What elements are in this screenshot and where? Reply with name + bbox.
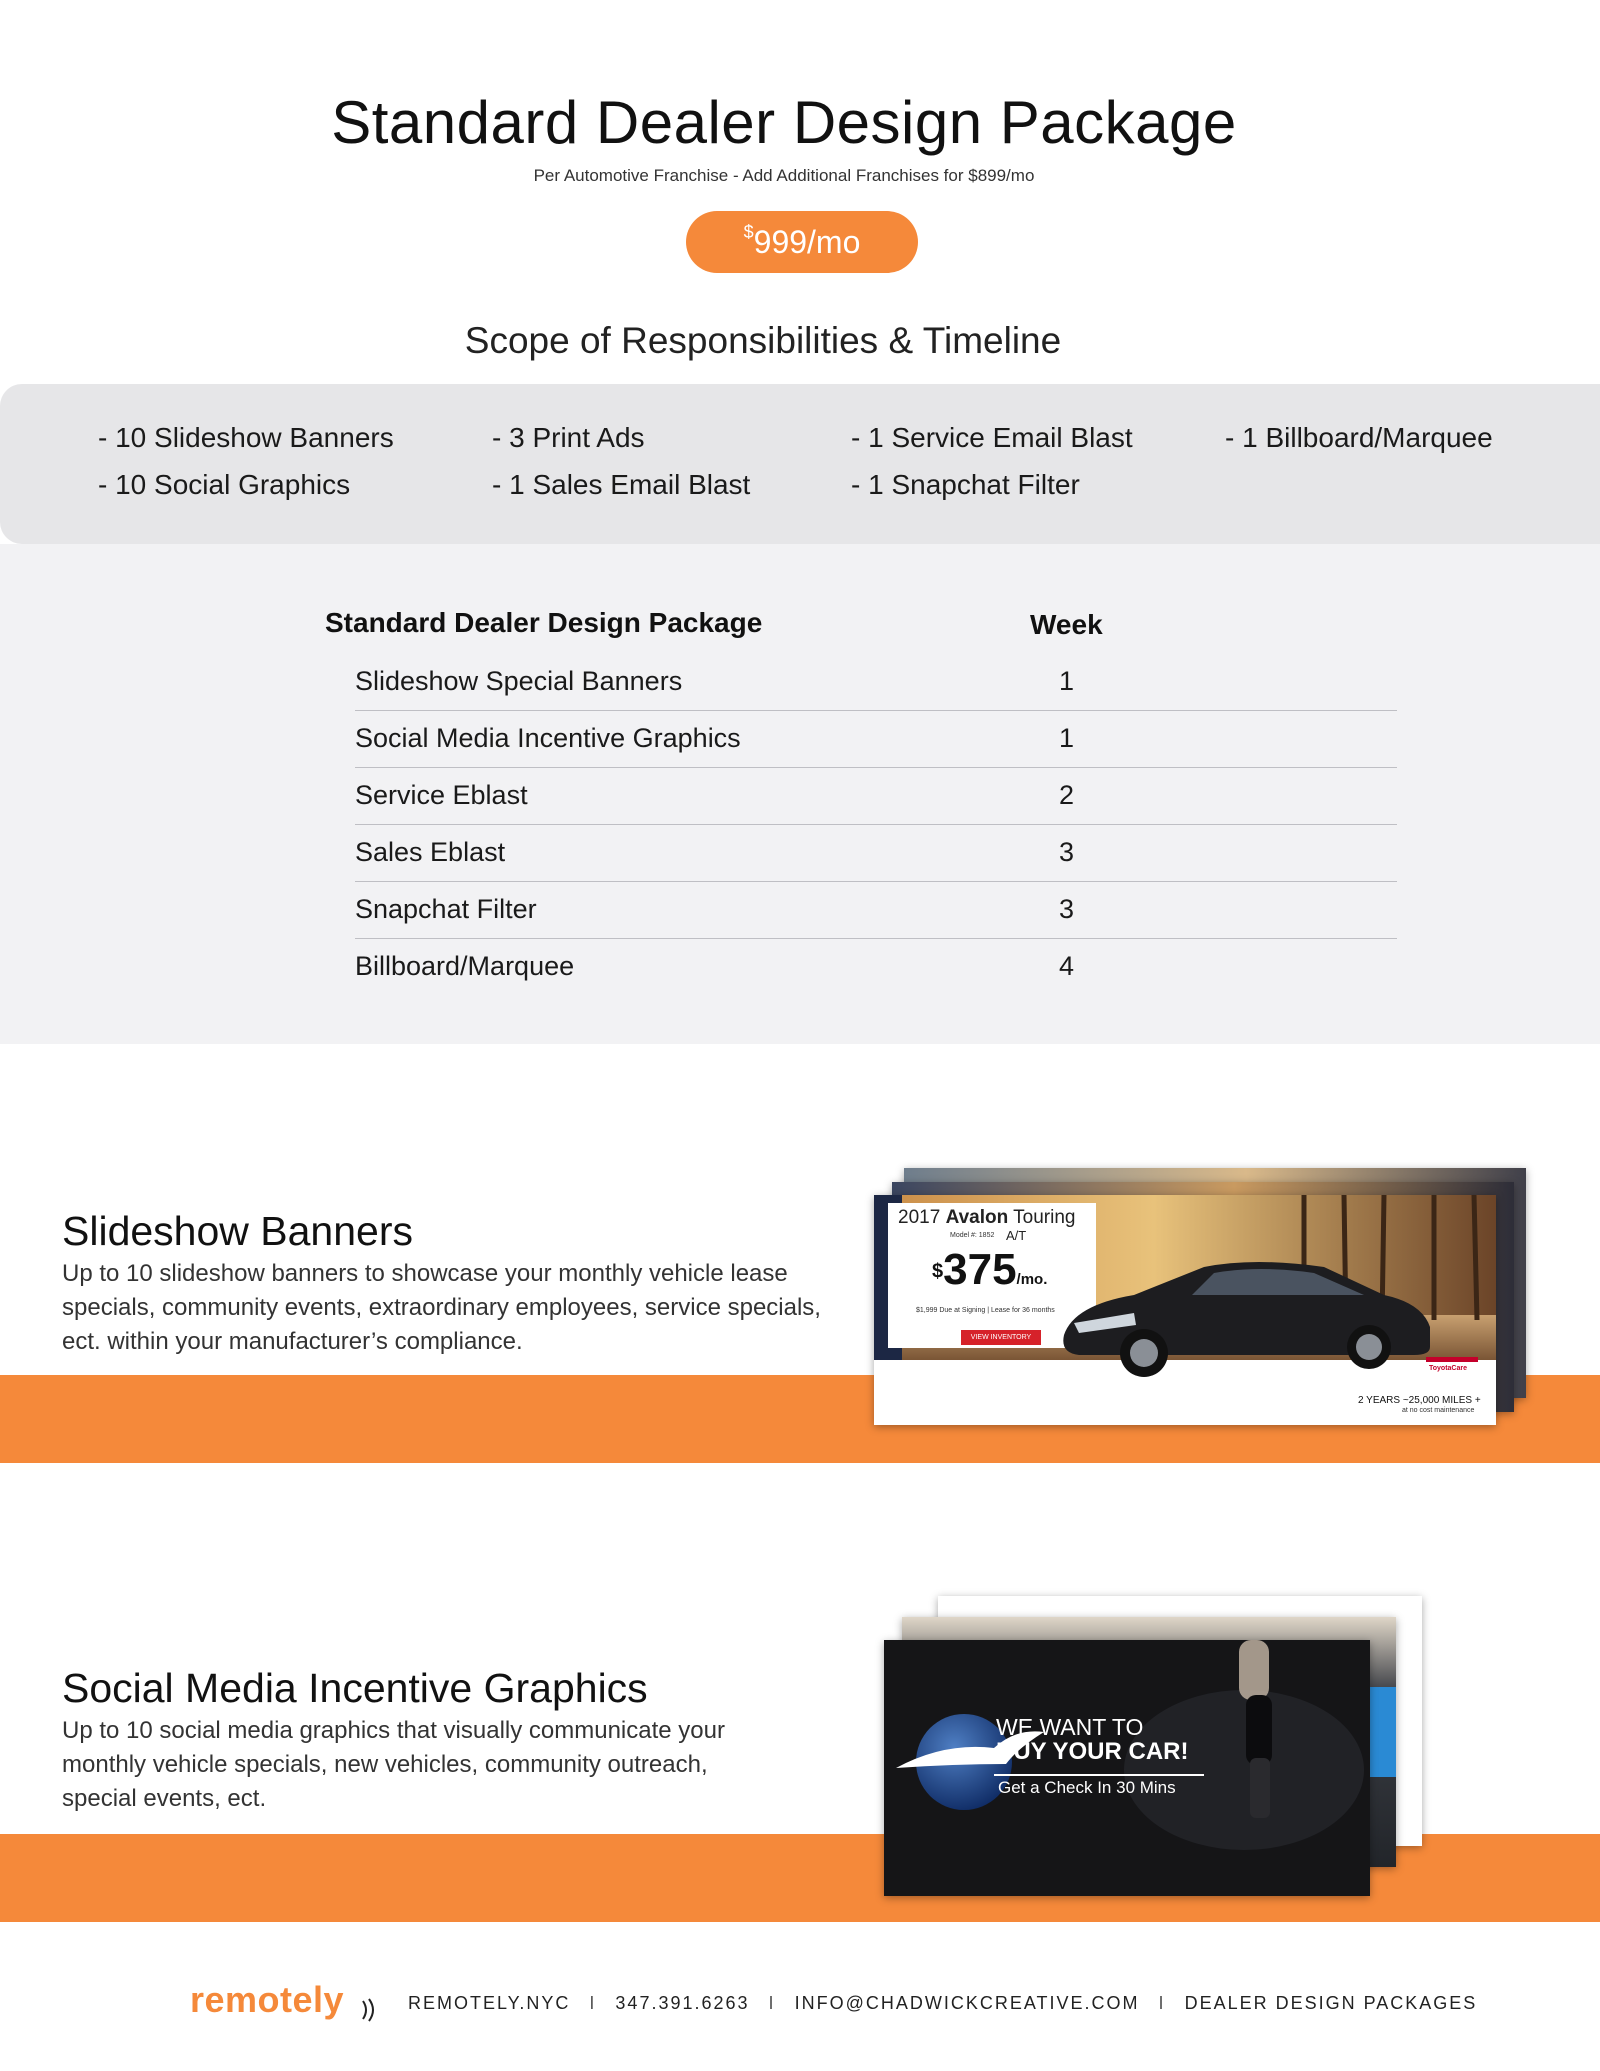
timeline-row: [355, 654, 1397, 711]
timeline-task-header: Standard Dealer Design Package: [325, 607, 763, 638]
logo-waves-icon: [360, 1997, 380, 2023]
footer-separator: I: [768, 1993, 776, 2013]
banner-trim: Touring: [1013, 1207, 1076, 1228]
view-inventory-button[interactable]: VIEW INVENTORY: [961, 1330, 1041, 1345]
social-line1: WE WANT TO: [996, 1714, 1144, 1740]
timeline-row: [355, 882, 1397, 939]
timeline-week: 1: [1059, 723, 1075, 753]
timeline-week: 3: [1059, 894, 1075, 924]
banner-card-front: [874, 1195, 1496, 1425]
banner-model: Avalon: [945, 1207, 1009, 1228]
scope-item: - 1 Snapchat Filter: [851, 469, 1080, 500]
footer-link-phone[interactable]: 347.391.6263: [615, 1993, 750, 2013]
footer-separator: I: [589, 1993, 597, 2013]
banner-price-currency: $: [932, 1260, 944, 1283]
price-value: 999/mo: [753, 223, 861, 260]
slideshow-description: Up to 10 slideshow banners to showcase your monthly vehicle lease specials, community events, extraordinary employees, service specials, ect. within your manufacturer’s compliance.: [62, 1260, 821, 1355]
timeline-task: Billboard/Marquee: [355, 951, 575, 981]
price-badge: [686, 211, 918, 273]
banner-price-value: 375: [943, 1245, 1017, 1294]
banner-year: 2017: [898, 1207, 941, 1228]
scope-item: - 1 Service Email Blast: [851, 422, 1133, 453]
timeline-week: 2: [1059, 780, 1075, 810]
banner-care-offer: 2 YEARS ~25,000 MILES +: [1358, 1395, 1481, 1406]
banner-transmission: A/T: [1006, 1228, 1027, 1243]
timeline-week: 1: [1059, 666, 1075, 696]
social-title: Social Media Incentive Graphics: [62, 1665, 648, 1711]
scope-item: - 1 Sales Email Blast: [492, 469, 751, 500]
timeline-row: [355, 939, 1397, 996]
banner-terms: $1,999 Due at Signing | Lease for 36 months: [916, 1307, 1055, 1314]
timeline-week: 4: [1059, 951, 1075, 981]
logo: remotely: [190, 1979, 345, 2020]
footer: [0, 1975, 1600, 2035]
page-subtitle: Per Automotive Franchise - Add Additional Franchises for $899/mo: [533, 166, 1035, 185]
scope-item: - 10 Slideshow Banners: [98, 422, 394, 453]
social-artwork: [884, 1640, 1370, 1896]
banner-model-number: Model #: 1852: [950, 1232, 995, 1239]
scope-item: - 1 Billboard/Marquee: [1225, 422, 1493, 453]
social-card-front: [884, 1640, 1370, 1896]
scope-item: - 3 Print Ads: [492, 422, 645, 453]
scope-title: Scope of Responsibilities & Timeline: [464, 320, 1062, 361]
timeline-week: 3: [1059, 837, 1075, 867]
toyotacare-brand: ToyotaCare: [1429, 1365, 1467, 1372]
social-line3: Get a Check In 30 Mins: [998, 1778, 1176, 1797]
price-currency: $: [743, 221, 754, 242]
footer-link-email[interactable]: INFO@CHADWICKCREATIVE.COM: [794, 1993, 1140, 2013]
social-line2: BUY YOUR CAR!: [996, 1738, 1189, 1765]
footer-separator: I: [1158, 1993, 1166, 2013]
timeline-week-header: Week: [1030, 609, 1103, 640]
banner-headline: [898, 1207, 1075, 1229]
social-card-middle-accent: [1366, 1687, 1396, 1777]
banner-price: [932, 1245, 1047, 1295]
banner-care-note: at no cost maintenance: [1402, 1407, 1475, 1414]
timeline-row: [355, 825, 1397, 882]
scope-band: [0, 384, 1600, 544]
slideshow-title: Slideshow Banners: [62, 1208, 413, 1254]
timeline-row: [355, 768, 1397, 825]
timeline-task: Snapchat Filter: [355, 894, 537, 924]
timeline-task: Sales Eblast: [355, 837, 506, 867]
footer-links: [408, 1993, 1477, 2014]
footer-link-website[interactable]: REMOTELY.NYC: [408, 1993, 571, 2013]
banner-price-unit: /mo.: [1016, 1271, 1048, 1288]
page-title: Standard Dealer Design Package: [331, 89, 1237, 156]
timeline-section: [0, 544, 1600, 1044]
timeline-task: Slideshow Special Banners: [355, 666, 683, 696]
footer-link-packages[interactable]: DEALER DESIGN PACKAGES: [1184, 1993, 1478, 2013]
timeline-task: Social Media Incentive Graphics: [355, 723, 741, 753]
social-description: Up to 10 social media graphics that visually communicate your monthly vehicle specials, new vehicles, community outreach, special events, ect.: [62, 1717, 725, 1812]
timeline-task: Service Eblast: [355, 780, 528, 810]
timeline-row: [355, 711, 1397, 768]
scope-item: - 10 Social Graphics: [98, 469, 351, 500]
